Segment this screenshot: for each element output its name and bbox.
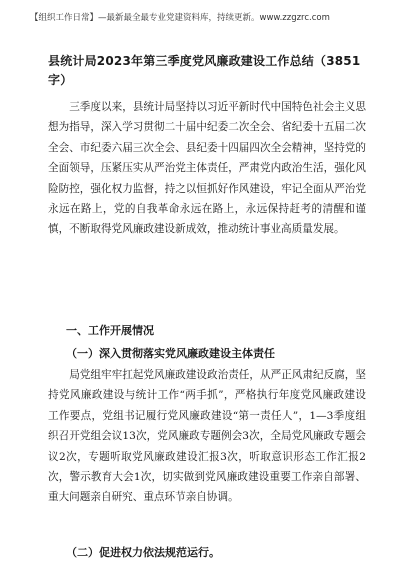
section-heading-work-progress: 一、工作开展情况 [66, 324, 154, 337]
document-title: 县统计局2023年第三季度党风廉政建设工作总结（3851字） [48, 54, 361, 87]
site-banner: 【组织工作日常】—最新最全最专业党建资料库，持续更新。www.zzgzrc.com [30, 13, 330, 23]
subsection-heading-power-regulation: （二）促进权力依法规范运行。 [66, 546, 220, 559]
intro-paragraph: 三季度以来，县统计局坚持以习近平新时代中国特色社会主义思想为指导，深入学习贯彻二十届中纪委二次全会、省纪委十五届二次全会、市纪委六届三次全会、县纪委十四届四次全会精神，坚持党的全面领导，压紧压实从严治党主体责任，严肃党内政治生活，强化风险防控，强化权力监督，持之以恒抓好作风建设，牢记全面从严治党永远在路上，党的自我革命永远在路上，永远保持赶考的清醒和谨慎，不断取得党风廉政建设新成效，推动统计事业高质量发展。 [48, 101, 366, 236]
subsection-heading-main-responsibility: （一）深入贯彻落实党风廉政建设主体责任 [66, 347, 275, 360]
subsection-paragraph-main-responsibility: 局党组牢牢扛起党风廉政建设政治责任，从严正风肃纪反腐，坚持党风廉政建设与统计工作“两手抓”，严格执行年度党风廉政建设工作要点，党组书记履行党风廉政建设“第一责任人”，1—3季度组织召开党组会议13次，党风廉政专题例会3次，全局党风廉政专题会议2次，专题听取党风廉政建设汇报3次，听取意识形态工作汇报2次，警示教育大会1次，切实做到党风廉政建设重要工作亲自部署、重大问题亲自研究、重点环节亲自协调。 [48, 369, 366, 504]
